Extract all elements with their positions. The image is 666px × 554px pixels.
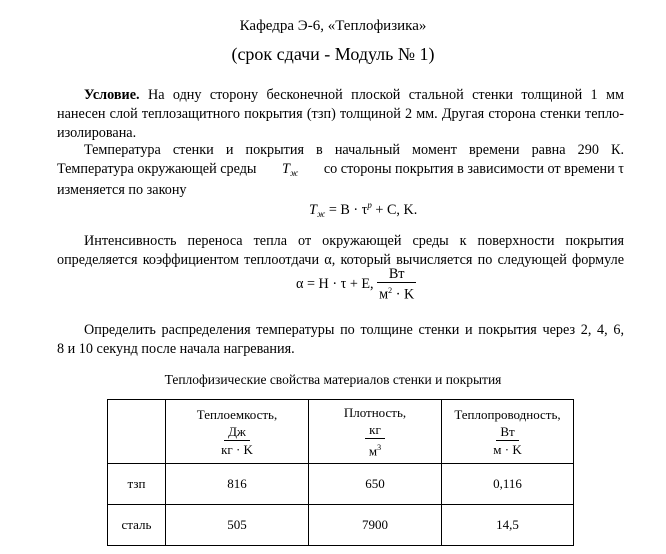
row-material-name: тзп	[108, 464, 166, 505]
p1-line2: нанесен слой теплозащитного покрытия (тзп) толщиной 2 мм. Другая сторона стенки тепло-	[57, 106, 624, 122]
p2-line2	[57, 160, 624, 183]
row-material-name: сталь	[108, 505, 166, 546]
cell-density: 7900	[309, 505, 442, 546]
p4-line2: 8 и 10 секунд после начала нагревания.	[57, 341, 295, 357]
cell-heat-capacity: 505	[166, 505, 309, 546]
p2-line2-start: Температура окружающей среды	[57, 161, 257, 177]
p1-line1	[84, 86, 624, 105]
cell-heat-capacity: 816	[166, 464, 309, 505]
p2-line2-end: со стороны покрытия в зависимости от времени τ	[323, 161, 624, 177]
p2-line3: изменяется по закону	[57, 182, 187, 198]
formula-heat-transfer-coefficient: α = H · τ + E, $\frac{Вт}{м^2 \cdot K}$	[296, 266, 415, 303]
ambient-temp-symbol: $T_ж$	[282, 161, 299, 178]
p2-line1: Температура стенки и покрытия в начальный момент времени равна 290 К.	[84, 142, 624, 158]
formula-unit-fraction: $\frac{Вт}{м^2 \cdot K}$	[379, 266, 415, 303]
table-row	[108, 505, 574, 546]
header-heat-capacity: Теплоемкость, Дж кг · K	[166, 400, 309, 464]
cell-thermal-conductivity: 14,5	[442, 505, 574, 546]
p1-line1-text: На одну сторону бесконечной плоской стальной стенки толщиной 1 мм	[147, 87, 624, 103]
formula-ambient-temperature: $T_ж = B \cdot \tau^p + C$, K.	[309, 200, 418, 219]
properties-table	[107, 399, 574, 546]
header-thermal-conductivity: Теплопроводность, Вт м · K	[442, 400, 574, 464]
department-title: Кафедра Э-6, «Теплофизика»	[239, 18, 427, 34]
p3-line1: Интенсивность переноса тепла от окружающей среды к поверхности покрытия	[84, 233, 624, 249]
cell-density: 650	[309, 464, 442, 505]
table-corner-cell	[108, 400, 166, 464]
header-density: Плотность, кг $м^3$	[309, 400, 442, 464]
table-header-row	[108, 400, 574, 464]
p4-line1: Определить распределения температуры по толщине стенки и покрытия через 2, 4, 6,	[84, 322, 624, 338]
p1-line3: изолирована.	[57, 125, 137, 141]
cell-thermal-conductivity: 0,116	[442, 464, 574, 505]
p3-line2: определяется коэффициентом теплоотдачи α, который вычисляется по следующей формуле	[57, 252, 624, 268]
table-caption: Теплофизические свойства материалов стенки и покрытия	[164, 372, 502, 387]
table-row	[108, 464, 574, 505]
deadline-subtitle: (срок сдачи - Модуль № 1)	[231, 44, 435, 64]
condition-label: Условие.	[84, 87, 140, 103]
